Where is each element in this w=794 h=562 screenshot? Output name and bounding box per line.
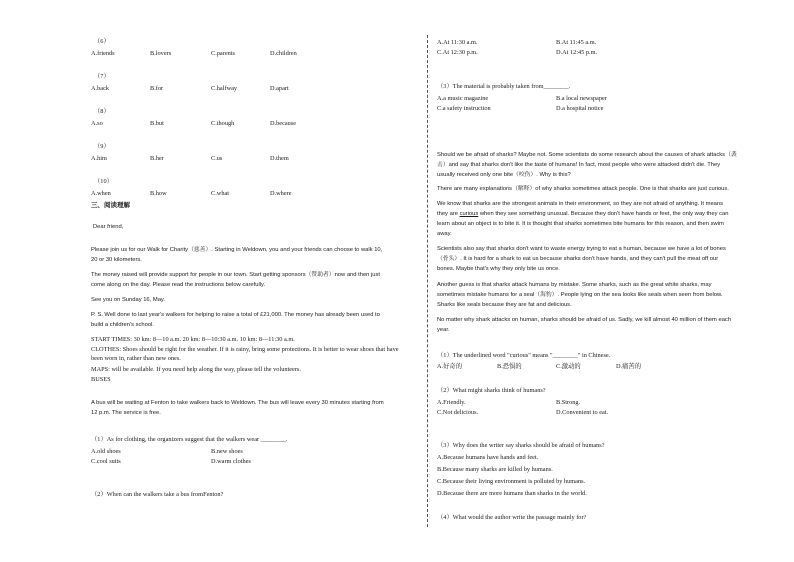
option-d: D.warm clothes [211,458,251,465]
option-c: C.though [211,120,235,127]
option-d: D.where [270,190,292,197]
option-b: B.but [150,120,164,127]
paragraph-line: year. [437,327,450,333]
option-b: B.new shoes [211,448,243,455]
question-stem: （3）The material is probably taken from________. [437,83,571,90]
option-c: C.Because their living environment is polluted by humans. [437,478,586,485]
option-b: B.lovers [150,50,172,57]
option-b: B.恐惧的 [497,363,522,370]
option-d: D.children [270,50,297,57]
text-span: they are [437,211,460,217]
option-a: A.friends [91,50,115,57]
item-number: （6） [94,38,110,45]
option-a: A.Friendly. [437,399,466,406]
underlined-word: curious [459,211,479,217]
paragraph-line: We know that sharks are the strongest animals in their environment, so they are not afraid of anything. It means [437,201,724,207]
question-stem: （1）The underlined word "curious" means "________" in Chinese. [437,352,611,359]
option-b: B.how [150,190,167,197]
paragraph-line: Sharks like seals because they are fat and delicious. [437,302,572,308]
option-d: D.them [270,155,289,162]
section-heading: 三、阅读理解 [91,201,130,209]
letter-greeting: Dear friend, [93,224,124,230]
paragraph-line: learn about an object is to bite it. It is thought that sharks sometimes bite humans for this reason, and then swim [437,221,724,227]
question-stem: （2）What might sharks think of humans? [437,387,546,394]
start-times: START TIMES: 30 km: 8—10 a.m. 20 km: 8—10:30 a.m. 10 km: 8—11:30 a.m. [91,336,295,343]
question-stem: （4）What would the author write the passage mainly for? [437,514,587,521]
option-a: A.old shoes [91,448,121,455]
item-number: （9） [94,143,110,150]
option-b: B.At 11:45 a.m. [556,39,597,46]
paragraph-line: P. S. Well done to last year's walkers for helping to raise a total of £21,000. The money has already been used to [91,312,380,318]
paragraph-line: away. [437,231,452,237]
option-c: C.cool suits [91,458,121,465]
clothes-line: been worn in, rather than new ones. [91,355,181,362]
option-c: C.At 12:30 p.m. [437,49,478,56]
item-number: （10） [94,178,113,185]
paragraph-line: There are many explanations（解释）of why sharks sometimes attack people. One is that sharks are just curious. [437,186,729,192]
option-b: B.Because many sharks are killed by humans. [437,466,553,473]
paragraph-line: See you on Sunday 16, May. [91,297,166,303]
paragraph-line: usually received only one bite（咬伤）. Why is this? [437,172,571,178]
clothes-line: CLOTHES: Shoes should be right for the weather. If it is rainy, bring some protections. It is better to wear shoes that have [91,346,399,353]
paragraph-line: come along on the day. Please read the instructions below carefully. [91,282,266,288]
option-d: D.痛苦的 [616,363,642,370]
option-d: D.At 12:45 p.m. [556,49,598,56]
option-c: C.a safety instruction [437,105,491,112]
right-page [397,0,794,562]
paragraph-line: Scientists also say that sharks don't want to waste energy trying to eat a human, because we have a lot of bones [437,246,726,252]
question-stem: （3）Why does the writer say sharks should be afraid of humans? [437,442,605,449]
option-b: B.her [150,155,164,162]
option-a: A.a music magazine [437,95,489,102]
question-stem: （1）As for clothing, the organizers suggest that the walkers wear ________. [91,436,288,443]
option-d: D.apart [270,85,289,92]
option-a: A.back [91,85,110,92]
paragraph-line: Another guess is that sharks attack humans by mistake. Some sharks, such as the great white sharks, may [437,282,712,288]
paragraph-line: build a children's school. [91,322,154,328]
option-a: A.him [91,155,107,162]
option-b: B.a local newspaper [556,95,607,102]
paragraph-line: No matter why shark attacks on human, sharks should be afraid of us. Sadly, we kill almost 40 million of them each [437,317,732,323]
text-span: when they see something unusual. Because they don't have hands or feet, the only way they can [478,211,729,217]
paragraph-line: bones. Maybe that's why they only bite us once. [437,266,560,272]
paragraph-line: （骨头）. It is hard for a shark to eat us because sharks don't have hands, and they can't pull the meat off our [437,256,719,262]
option-d: D.a hospital notice [556,105,604,112]
item-number: （7） [94,73,110,80]
item-number: （8） [94,108,110,115]
buses-label: BUSES [91,376,111,383]
option-b: B.for [150,85,164,92]
paragraph-line: The money raised will provide support for people in our town. Start getting sponsors（赞助者）now and then just [91,272,381,278]
paragraph-line: A bus will be waiting at Fenton to take walkers back to Weldown. The bus will leave every 30 minutes starting from [91,400,384,406]
option-a: A.so [91,120,103,127]
paragraph-line: sometimes mistake humans for a seal（海豹）. People lying on the sea looks like seals when seen from below. [437,292,723,298]
option-d: D.because [270,120,297,127]
option-c: C.激动的 [556,363,581,370]
option-c: C.halfway [211,85,238,92]
option-b: B.Strong. [556,399,581,406]
option-c: C.us [211,155,223,162]
option-c: C.what [211,190,230,197]
paragraph-line: 击）and say that sharks don't like the taste of humans! In fact, most people who were attacked didn't die. They [437,162,721,168]
option-a: A.好奇的 [437,363,463,370]
option-d: D.Convenient to eat. [556,409,609,416]
option-c: C.Not delicious. [437,409,479,416]
option-a: A.At 11:30 a.m. [437,39,478,46]
paragraph-line: 12 p.m. The service is free. [91,410,161,416]
paragraph-line [437,210,728,218]
option-a: A.Because humans have hands and feet. [437,454,539,461]
maps-line: MAPS: will be available. If you need help along the way, please tell the volunteers. [91,366,301,373]
option-d: D.Because there are more humans than sharks in the world. [437,490,587,497]
paragraph-line: Should we be afraid of sharks? Maybe not. Some scientists do some research about the causes of shark attacks（袭 [437,152,737,158]
option-a: A.when [91,190,111,197]
paragraph-line: 20 or 30 kilometers. [91,257,142,263]
option-c: C.parents [211,50,235,57]
question-stem: （2）When can the walkers take a bus fromFenton? [91,491,224,498]
paragraph-line: Please join us for our Walk for Charity（慈善）. Starting in Weldown, you and your friends can choose to walk 10, [91,247,383,253]
